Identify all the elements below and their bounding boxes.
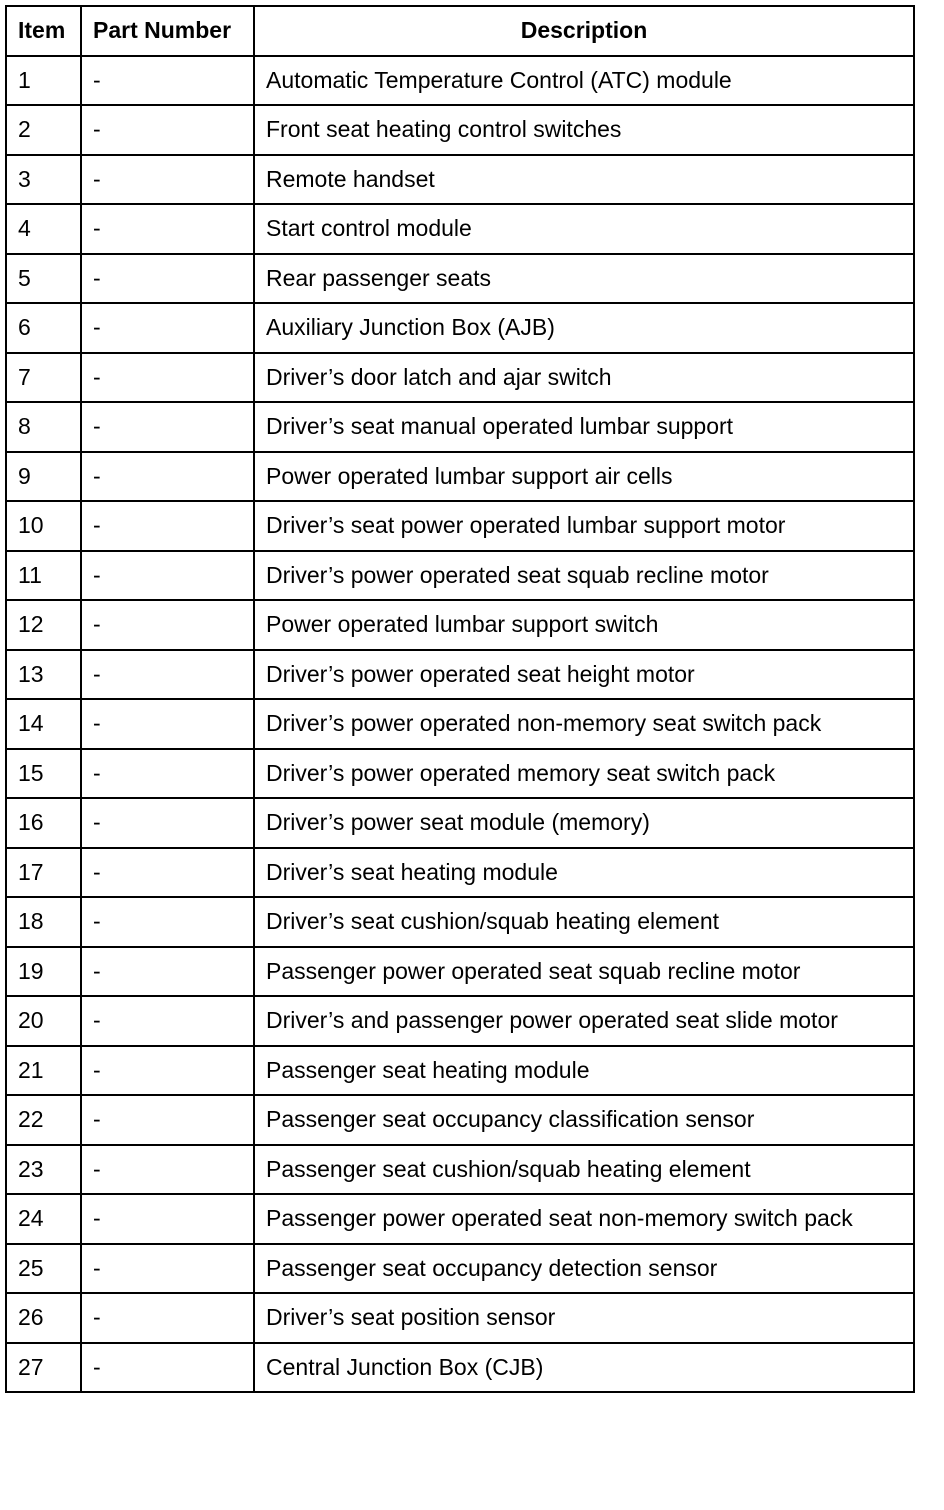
description-cell: Driver’s power operated memory seat switch pack: [254, 749, 914, 799]
description-cell: Driver’s seat manual operated lumbar support: [254, 402, 914, 452]
description-cell: Driver’s seat heating module: [254, 848, 914, 898]
item-number-cell: 9: [6, 452, 81, 502]
table-row: [6, 303, 914, 353]
item-number-cell: 4: [6, 204, 81, 254]
description-cell: Passenger seat occupancy detection sensor: [254, 1244, 914, 1294]
header-item: Item: [6, 6, 81, 56]
description-cell: Power operated lumbar support switch: [254, 600, 914, 650]
table-row: [6, 798, 914, 848]
item-number-cell: 22: [6, 1095, 81, 1145]
part-number-cell: -: [81, 254, 254, 304]
description-cell: Rear passenger seats: [254, 254, 914, 304]
item-number-cell: 1: [6, 56, 81, 106]
table-row: [6, 501, 914, 551]
table-row: [6, 254, 914, 304]
table-row: [6, 749, 914, 799]
description-cell: Driver’s power operated seat squab recline motor: [254, 551, 914, 601]
description-cell: Power operated lumbar support air cells: [254, 452, 914, 502]
table-row: [6, 1244, 914, 1294]
part-number-cell: -: [81, 204, 254, 254]
table-row: [6, 204, 914, 254]
part-number-cell: -: [81, 155, 254, 205]
part-number-cell: -: [81, 452, 254, 502]
description-cell: Driver’s seat cushion/squab heating element: [254, 897, 914, 947]
header-part-number: Part Number: [81, 6, 254, 56]
table-row: [6, 105, 914, 155]
part-number-cell: -: [81, 353, 254, 403]
part-number-cell: -: [81, 848, 254, 898]
description-cell: Passenger seat cushion/squab heating element: [254, 1145, 914, 1195]
part-number-cell: -: [81, 105, 254, 155]
table-row: [6, 1145, 914, 1195]
description-cell: Driver’s seat position sensor: [254, 1293, 914, 1343]
description-cell: Driver’s power operated seat height motor: [254, 650, 914, 700]
item-number-cell: 19: [6, 947, 81, 997]
part-number-cell: -: [81, 1046, 254, 1096]
part-number-cell: -: [81, 1244, 254, 1294]
description-cell: Passenger seat occupancy classification sensor: [254, 1095, 914, 1145]
part-number-cell: -: [81, 897, 254, 947]
part-number-cell: -: [81, 996, 254, 1046]
description-cell: Passenger seat heating module: [254, 1046, 914, 1096]
table-row: [6, 848, 914, 898]
table-row: [6, 1293, 914, 1343]
item-number-cell: 6: [6, 303, 81, 353]
item-number-cell: 10: [6, 501, 81, 551]
part-number-cell: -: [81, 600, 254, 650]
table-row: [6, 1046, 914, 1096]
item-number-cell: 5: [6, 254, 81, 304]
part-number-cell: -: [81, 1145, 254, 1195]
table-row: [6, 155, 914, 205]
table-row: [6, 1194, 914, 1244]
item-number-cell: 17: [6, 848, 81, 898]
part-number-cell: -: [81, 650, 254, 700]
part-number-cell: -: [81, 1343, 254, 1393]
table-row: [6, 947, 914, 997]
description-cell: Driver’s door latch and ajar switch: [254, 353, 914, 403]
item-number-cell: 25: [6, 1244, 81, 1294]
item-number-cell: 27: [6, 1343, 81, 1393]
part-number-cell: -: [81, 749, 254, 799]
parts-table: [5, 5, 915, 1393]
table-row: [6, 996, 914, 1046]
table-row: [6, 551, 914, 601]
part-number-cell: -: [81, 303, 254, 353]
part-number-cell: -: [81, 1194, 254, 1244]
table-row: [6, 1095, 914, 1145]
description-cell: Central Junction Box (CJB): [254, 1343, 914, 1393]
part-number-cell: -: [81, 402, 254, 452]
description-cell: Auxiliary Junction Box (AJB): [254, 303, 914, 353]
description-cell: Start control module: [254, 204, 914, 254]
item-number-cell: 14: [6, 699, 81, 749]
item-number-cell: 11: [6, 551, 81, 601]
item-number-cell: 7: [6, 353, 81, 403]
description-cell: Passenger power operated seat squab recline motor: [254, 947, 914, 997]
table-row: [6, 56, 914, 106]
description-cell: Driver’s power operated non-memory seat switch pack: [254, 699, 914, 749]
item-number-cell: 21: [6, 1046, 81, 1096]
part-number-cell: -: [81, 501, 254, 551]
part-number-cell: -: [81, 56, 254, 106]
item-number-cell: 13: [6, 650, 81, 700]
table-row: [6, 452, 914, 502]
item-number-cell: 2: [6, 105, 81, 155]
item-number-cell: 24: [6, 1194, 81, 1244]
item-number-cell: 16: [6, 798, 81, 848]
part-number-cell: -: [81, 947, 254, 997]
item-number-cell: 15: [6, 749, 81, 799]
description-cell: Passenger power operated seat non-memory switch pack: [254, 1194, 914, 1244]
description-cell: Front seat heating control switches: [254, 105, 914, 155]
part-number-cell: -: [81, 798, 254, 848]
item-number-cell: 20: [6, 996, 81, 1046]
table-row: [6, 650, 914, 700]
item-number-cell: 3: [6, 155, 81, 205]
table-row: [6, 1343, 914, 1393]
item-number-cell: 12: [6, 600, 81, 650]
part-number-cell: -: [81, 699, 254, 749]
table-header-row: [6, 6, 914, 56]
table-row: [6, 699, 914, 749]
table-row: [6, 353, 914, 403]
header-description: Description: [254, 6, 914, 56]
item-number-cell: 8: [6, 402, 81, 452]
description-cell: Remote handset: [254, 155, 914, 205]
table-row: [6, 600, 914, 650]
part-number-cell: -: [81, 1095, 254, 1145]
part-number-cell: -: [81, 551, 254, 601]
description-cell: Driver’s and passenger power operated seat slide motor: [254, 996, 914, 1046]
item-number-cell: 23: [6, 1145, 81, 1195]
description-cell: Automatic Temperature Control (ATC) module: [254, 56, 914, 106]
table-row: [6, 402, 914, 452]
part-number-cell: -: [81, 1293, 254, 1343]
description-cell: Driver’s power seat module (memory): [254, 798, 914, 848]
description-cell: Driver’s seat power operated lumbar support motor: [254, 501, 914, 551]
table-row: [6, 897, 914, 947]
table-body: [6, 56, 914, 1393]
item-number-cell: 18: [6, 897, 81, 947]
item-number-cell: 26: [6, 1293, 81, 1343]
